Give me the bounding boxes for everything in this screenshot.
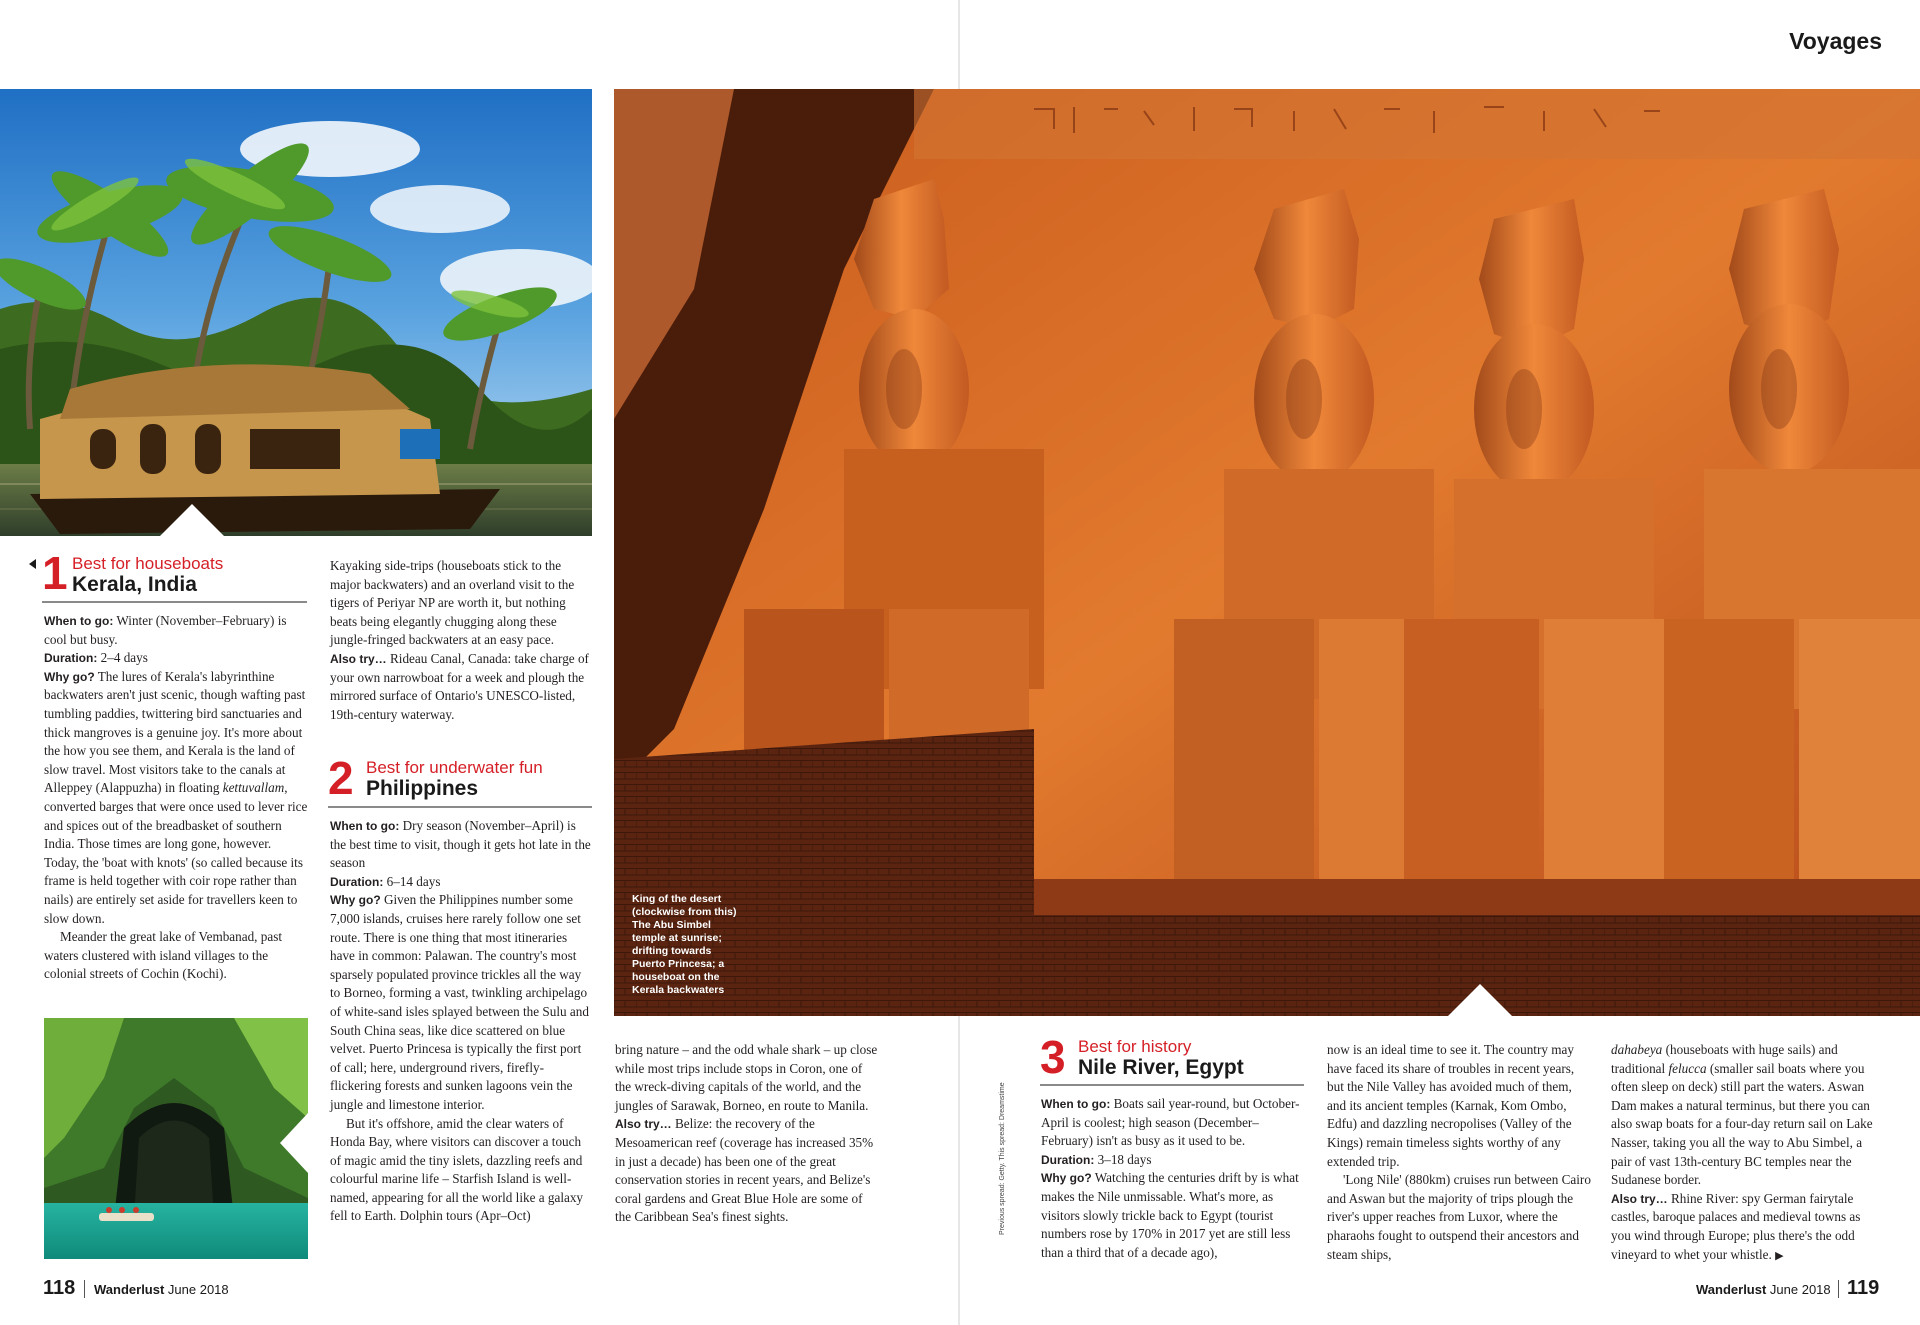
left-pointing-triangle-icon [29, 559, 36, 569]
photo-caption-text: King of the desert (clockwise from this) The Abu Simbel temple at sunrise; drifting towards Puerto Princesa; a houseboat on the Kerala backwaters [632, 893, 737, 996]
entry-kicker: Best for underwater fun [366, 758, 543, 777]
entry-3-column-a [1041, 1095, 1305, 1262]
entry-2-column-b [615, 1041, 881, 1227]
kerala-houseboat-photo [0, 89, 592, 536]
entry-place: Kerala, India [72, 573, 197, 596]
photo-caption [632, 893, 744, 997]
duration: Duration: 6–14 days [330, 873, 441, 889]
body-paragraph: 'Long Nile' (880km) cruises run between Cairo and Aswan but the majority of trips plough the river's upper reaches from Luxor, where the pharaohs fought to outspend their ancestors and steam ships, [1327, 1172, 1591, 1262]
folio-divider [1838, 1280, 1839, 1298]
heading-rule [1040, 1084, 1304, 1086]
why-go: Why go? Given the Philippines number some 7,000 islands, cruises here rarely follow one set route. There is one thing that most itineraries have in common: Palawan. The country's most sparsely populated province trickles all the way to Borneo, forming a vast, twinkling archipelago of white-sand isles splayed between the Sulu and South China seas, like dice scattered on blue velvet. Puerto Princesa is typically the first port of call; here, underground rivers, firefly-flickering forests and sunken lagoons vein the jungle and limestone interior. [330, 892, 589, 1112]
folio-magazine-right: Wanderlust June 2018 [1696, 1282, 1831, 1297]
section-title: Voyages [1789, 28, 1882, 54]
entry-2-column-a [330, 817, 594, 1226]
also-try: Also try… Rideau Canal, Canada: take charge of your own narrowboat for a week and plough the mirrored surface of Ontario's UNESCO-listed, 19th-century waterway. [330, 650, 589, 722]
body-paragraph: Meander the great lake of Vembanad, past waters clustered with island villages to the colonial streets of Cochin (Kochi). [44, 929, 283, 982]
body-paragraph: dahabeya (houseboats with huge sails) and traditional felucca (smaller sail boats where you often sleep on deck) still part the waters. Aswan Dam makes a natural terminus, but there you can also swap boats for a four-day return sail on Lake Nasser, taking you all the way to Abu Simbel, a pair of vast 13th-century BC temples near the Sudanese border. [1611, 1042, 1873, 1188]
entry-number: 1 [42, 547, 68, 599]
entry-number: 3 [1040, 1031, 1066, 1083]
photo-credit: Previous spread: Getty. This spread: Dreamstime [999, 1082, 1006, 1235]
duration: Duration: 3–18 days [1041, 1151, 1152, 1167]
body-paragraph: now is an ideal time to see it. The country may have faced its share of troubles in recent years, but the Nile Valley has avoided much of them, and its ancient temples (Karnak, Kom Ombo, Edfu) and dazzling necropolises (Valley of the Kings) remain timeless sights worthy of any extended trip. [1327, 1042, 1575, 1169]
heading-rule [328, 806, 592, 808]
entry-1-column-a [44, 612, 308, 984]
body-paragraph: Kayaking side-trips (houseboats stick to the major backwaters) and an overland visit to the tigers of Periyar NP are worth it, but nothing beats being elegantly chugging along these jungle-fringed backwaters at an easy pace. [330, 558, 575, 648]
duration: Duration: 2–4 days [44, 650, 148, 666]
entry-kicker: Best for houseboats [72, 554, 224, 573]
when-to-go: When to go: Dry season (November–April) is the best time to visit, though it gets hot late in the season [330, 818, 591, 871]
entry-kicker: Best for history [1078, 1037, 1192, 1056]
when-to-go: When to go: Winter (November–February) is cool but busy. [44, 613, 287, 647]
entry-3-column-c [1611, 1041, 1877, 1265]
abu-simbel-photo [614, 89, 1920, 1016]
entry-number: 2 [328, 752, 354, 804]
also-try: Also try… Belize: the recovery of the Mesoamerican reef (coverage has increased 35% in just a decade) has been one of the great conservation stories in recent years, and Belize's coral gardens and Great Blue Hole are some of the Caribbean Sea's finest sights. [615, 1116, 874, 1225]
entry-3-column-b [1327, 1041, 1591, 1264]
why-go: Why go? Watching the centuries drift by is what makes the Nile unmissable. What's more, as visitors slowly trickle back to Egypt (tourist numbers rose by 170% in 2017 yet are still less than a third that of a decade ago), [1041, 1170, 1299, 1260]
folio-divider [84, 1280, 85, 1298]
palawan-lagoon-photo [44, 1018, 308, 1259]
entry-place: Philippines [366, 777, 479, 800]
also-try: Also try… Rhine River: spy German fairytale castles, baroque palaces and medieval towns as you wind through Europe; plus there's the odd vineyard to whet your whistle. ▶ [1611, 1190, 1861, 1262]
body-paragraph: But it's offshore, amid the clear waters of Honda Bay, where visitors can discover a touch of magic amid the tiny islets, dazzling reefs and colourful marine life – Starfish Island is well-named, appearing for all the world like a galaxy fell to Earth. Dolphin tours (Apr–Oct) [330, 1115, 584, 1224]
page-number-left: 118 [43, 1277, 76, 1299]
folio-magazine-left: Wanderlust June 2018 [94, 1282, 229, 1297]
body-paragraph: bring nature – and the odd whale shark – up close while most trips include stops in Coron, one of the wreck-diving capitals of the world, and the jungles of Sarawak, Borneo, en route to Manila. [615, 1042, 878, 1113]
entry-1-column-b [330, 557, 592, 724]
right-pointing-triangle-icon: ▶ [1775, 1249, 1784, 1262]
page-number-right: 119 [1847, 1277, 1880, 1299]
when-to-go: When to go: Boats sail year-round, but October-April is coolest; high season (December–February) isn't as busy as it used to be. [1041, 1096, 1300, 1149]
heading-rule [42, 601, 307, 603]
entry-place: Nile River, Egypt [1078, 1056, 1244, 1079]
why-go: Why go? The lures of Kerala's labyrinthine backwaters aren't just scenic, though wafting past tumbling paddies, twittering bird sanctuaries and thick mangroves is a genuine joy. It's more about the how you see them, and Kerala is the land of slow travel. Most visitors take to the canals at Alleppey (Alappuzha) in floating kettuvallam, converted barges that were once used to lever rice and spices out of the breadbasket of southern India. Those times are long gone, however. Today, the 'boat with knots' (so called because its frame is held together with coir rope rather than nails) are entirely set aside for travellers keen to slow down. [44, 668, 308, 926]
